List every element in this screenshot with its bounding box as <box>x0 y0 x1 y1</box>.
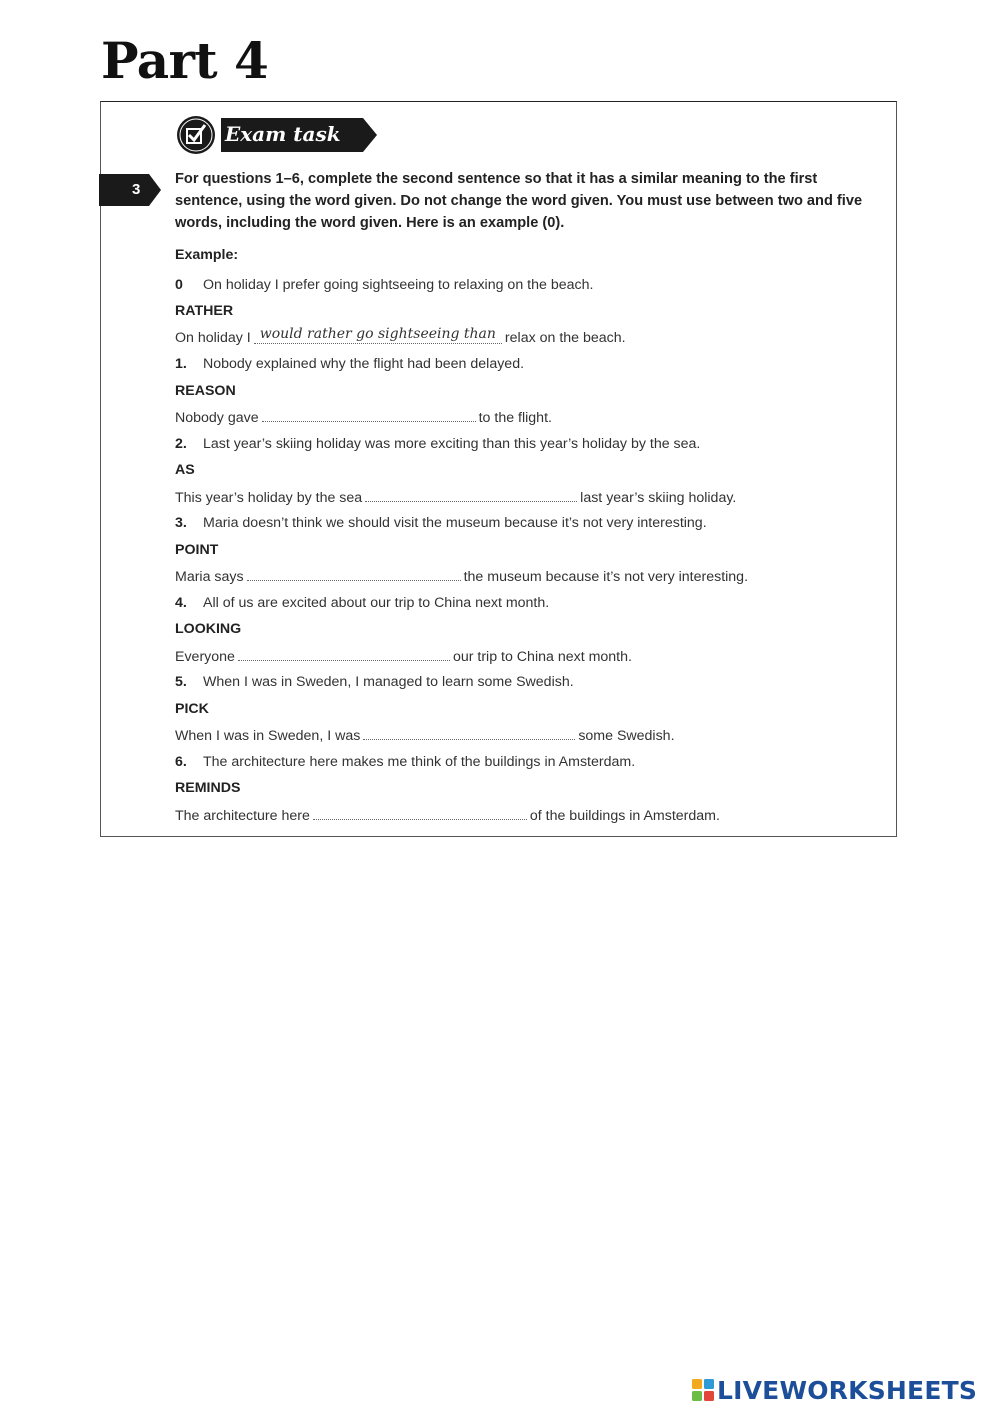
example-heading: Example: <box>175 247 239 263</box>
question-5-answer-blank[interactable] <box>363 727 575 740</box>
question-1-number: 1. <box>175 356 187 372</box>
exam-task-box <box>100 101 897 837</box>
question-6-answer-row <box>175 807 720 824</box>
question-5-before: When I was in Sweden, I was <box>175 728 361 744</box>
question-6-after: of the buildings in Amsterdam. <box>529 808 720 824</box>
question-3-after: the museum because it’s not very interesting. <box>463 569 749 585</box>
question-5-sentence-row <box>175 674 574 690</box>
question-5-answer-row <box>175 727 675 744</box>
example-before: On holiday I <box>175 330 251 346</box>
question-1-after: to the flight. <box>478 410 552 426</box>
question-1-keyword: REASON <box>175 383 236 399</box>
example-answer: would rather go sightseeing than <box>254 326 502 344</box>
question-2-answer-row <box>175 489 736 506</box>
question-6-sentence: The architecture here makes me think of the buildings in Amsterdam. <box>203 754 636 770</box>
exam-task-label: Exam task <box>225 122 341 146</box>
question-2-sentence-row <box>175 436 700 452</box>
question-1-before: Nobody gave <box>175 410 259 426</box>
question-3-sentence-row <box>175 515 707 531</box>
question-1-answer-row <box>175 409 552 426</box>
question-4-keyword: LOOKING <box>175 621 242 637</box>
example-number: 0 <box>175 277 183 293</box>
example-answer-row <box>175 326 626 348</box>
checkbox-tick-icon <box>177 116 215 154</box>
question-2-keyword: AS <box>175 462 195 478</box>
question-1-sentence-row <box>175 356 524 372</box>
question-6-number: 6. <box>175 754 187 770</box>
question-4-before: Everyone <box>175 649 235 665</box>
question-3-answer-blank[interactable] <box>247 568 461 581</box>
question-6-before: The architecture here <box>175 808 310 824</box>
instructions: For questions 1–6, complete the second sentence so that it has a similar meaning to the first sentence, using the word given. Do not change the word given. You must use between two and five words, including the word given. Here is an example (0). <box>175 171 863 231</box>
question-4-answer-row <box>175 648 632 665</box>
question-number: 3 <box>132 181 141 198</box>
question-4-after: our trip to China next month. <box>452 649 632 665</box>
example-after: relax on the beach. <box>504 330 626 346</box>
question-4-number: 4. <box>175 595 187 611</box>
question-4-sentence: All of us are excited about our trip to China next month. <box>203 595 550 611</box>
question-1-sentence: Nobody explained why the flight had been delayed. <box>203 356 525 372</box>
question-5-after: some Swedish. <box>578 728 675 744</box>
question-2-sentence: Last year’s skiing holiday was more exciting than this year’s holiday by the sea. <box>203 436 701 452</box>
question-5-number: 5. <box>175 674 187 690</box>
example-keyword: RATHER <box>175 303 234 319</box>
question-2-answer-blank[interactable] <box>365 489 577 502</box>
question-4-sentence-row <box>175 595 549 611</box>
example-sentence: On holiday I prefer going sightseeing to relaxing on the beach. <box>203 277 594 293</box>
question-1-answer-blank[interactable] <box>262 409 476 422</box>
question-2-before: This year’s holiday by the sea <box>175 490 363 506</box>
question-3-number: 3. <box>175 515 187 531</box>
liveworksheets-logo-icon <box>692 1379 714 1401</box>
question-3-sentence: Maria doesn’t think we should visit the museum because it’s not very interesting. <box>203 515 707 531</box>
question-2-number: 2. <box>175 436 187 452</box>
page-title: Part 4 <box>101 31 269 90</box>
question-2-after: last year’s skiing holiday. <box>580 490 737 506</box>
question-5-sentence: When I was in Sweden, I managed to learn some Swedish. <box>203 674 574 690</box>
question-4-answer-blank[interactable] <box>238 648 450 661</box>
example-sentence-row <box>175 277 593 293</box>
liveworksheets-brand <box>692 1374 977 1406</box>
question-6-answer-blank[interactable] <box>313 807 527 820</box>
question-3-keyword: POINT <box>175 542 219 558</box>
question-number-tag <box>99 174 161 206</box>
question-6-keyword: REMINDS <box>175 780 241 796</box>
liveworksheets-brand-text: LIVEWORKSHEETS <box>717 1375 978 1405</box>
question-3-before: Maria says <box>175 569 244 585</box>
question-5-keyword: PICK <box>175 701 209 717</box>
question-6-sentence-row <box>175 754 635 770</box>
question-3-answer-row <box>175 568 748 585</box>
